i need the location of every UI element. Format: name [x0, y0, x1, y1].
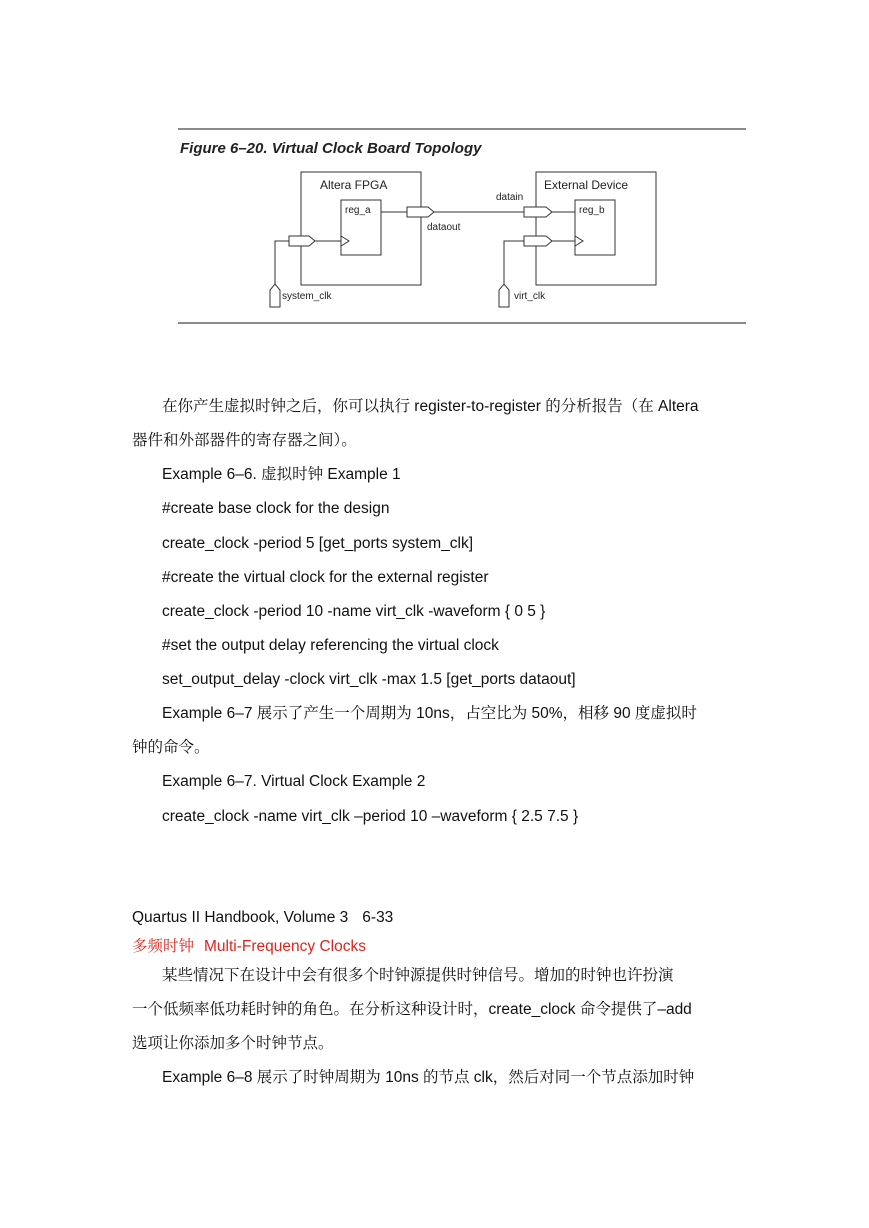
system-clk-label: system_clk: [282, 291, 332, 302]
virt-clk-source: [499, 284, 509, 307]
code-line-1: #create base clock for the design: [162, 500, 390, 517]
paragraph-1-line-2: 器件和外部器件的寄存器之间）。: [132, 432, 357, 449]
section-heading-cn: 多频时钟: [132, 938, 195, 955]
paragraph-4-line-1: Example 6–8 展示了时钟周期为 10ns 的节点 clk，然后对同一个节点添加时钟: [162, 1069, 695, 1086]
system-clk-pin: [289, 236, 315, 246]
code-line-7: create_clock -name virt_clk –period 10 –waveform { 2.5 7.5 }: [162, 808, 579, 825]
example-6-6-title: Example 6–6. 虚拟时钟 Example 1: [162, 466, 401, 483]
virt-clk-route: [504, 241, 524, 284]
reg-a-label: reg_a: [345, 205, 371, 216]
paragraph-3-line-3: 选项让你添加多个时钟节点。: [132, 1035, 334, 1052]
footer-handbook-title: Quartus II Handbook, Volume 3: [132, 909, 349, 926]
topology-diagram: [178, 127, 746, 327]
code-line-3: #create the virtual clock for the external register: [162, 569, 489, 586]
paragraph-3-line-2: 一个低频率低功耗时钟的角色。在分析这种设计时，create_clock 命令提供了–add: [132, 1001, 692, 1018]
figure-title: Figure 6–20. Virtual Clock Board Topology: [180, 140, 482, 157]
code-line-4: create_clock -period 10 -name virt_clk -waveform { 0 5 }: [162, 603, 546, 620]
paragraph-3-line-1: 某些情况下在设计中会有很多个时钟源提供时钟信号。增加的时钟也许扮演: [162, 967, 674, 984]
paragraph-2-line-1: Example 6–7 展示了产生一个周期为 10ns，占空比为 50%，相移 90 度虚拟时: [162, 705, 697, 722]
virt-clk-label: virt_clk: [514, 291, 546, 302]
reg-b-clock-triangle: [575, 236, 583, 246]
reg-a-clock-triangle: [341, 236, 349, 246]
paragraph-1-line-1: 在你产生虚拟时钟之后，你可以执行 register-to-register 的分析报告（在 Altera: [162, 398, 699, 415]
reg-b-label: reg_b: [579, 205, 605, 216]
section-heading: [132, 937, 366, 957]
figure-virtual-clock-topology: [178, 127, 746, 327]
virt-clk-pin: [524, 236, 552, 246]
code-line-2: create_clock -period 5 [get_ports system_clk]: [162, 535, 473, 552]
paragraph-2-line-2: 钟的命令。: [132, 739, 210, 756]
altera-fpga-label: Altera FPGA: [320, 178, 388, 192]
system-clk-source: [270, 284, 280, 307]
code-line-6: set_output_delay -clock virt_clk -max 1.5 [get_ports dataout]: [162, 671, 576, 688]
dataout-pin: [407, 207, 434, 217]
dataout-label: dataout: [427, 222, 461, 233]
system-clk-route: [275, 241, 289, 284]
section-heading-en: Multi-Frequency Clocks: [204, 938, 366, 955]
footer-page-number: 6-33: [362, 909, 394, 926]
datain-label: datain: [496, 192, 524, 203]
external-device-label: External Device: [544, 178, 629, 192]
datain-pin: [524, 207, 552, 217]
example-6-7-title: Example 6–7. Virtual Clock Example 2: [162, 773, 426, 790]
code-line-5: #set the output delay referencing the virtual clock: [162, 637, 499, 654]
running-footer: [132, 908, 393, 928]
